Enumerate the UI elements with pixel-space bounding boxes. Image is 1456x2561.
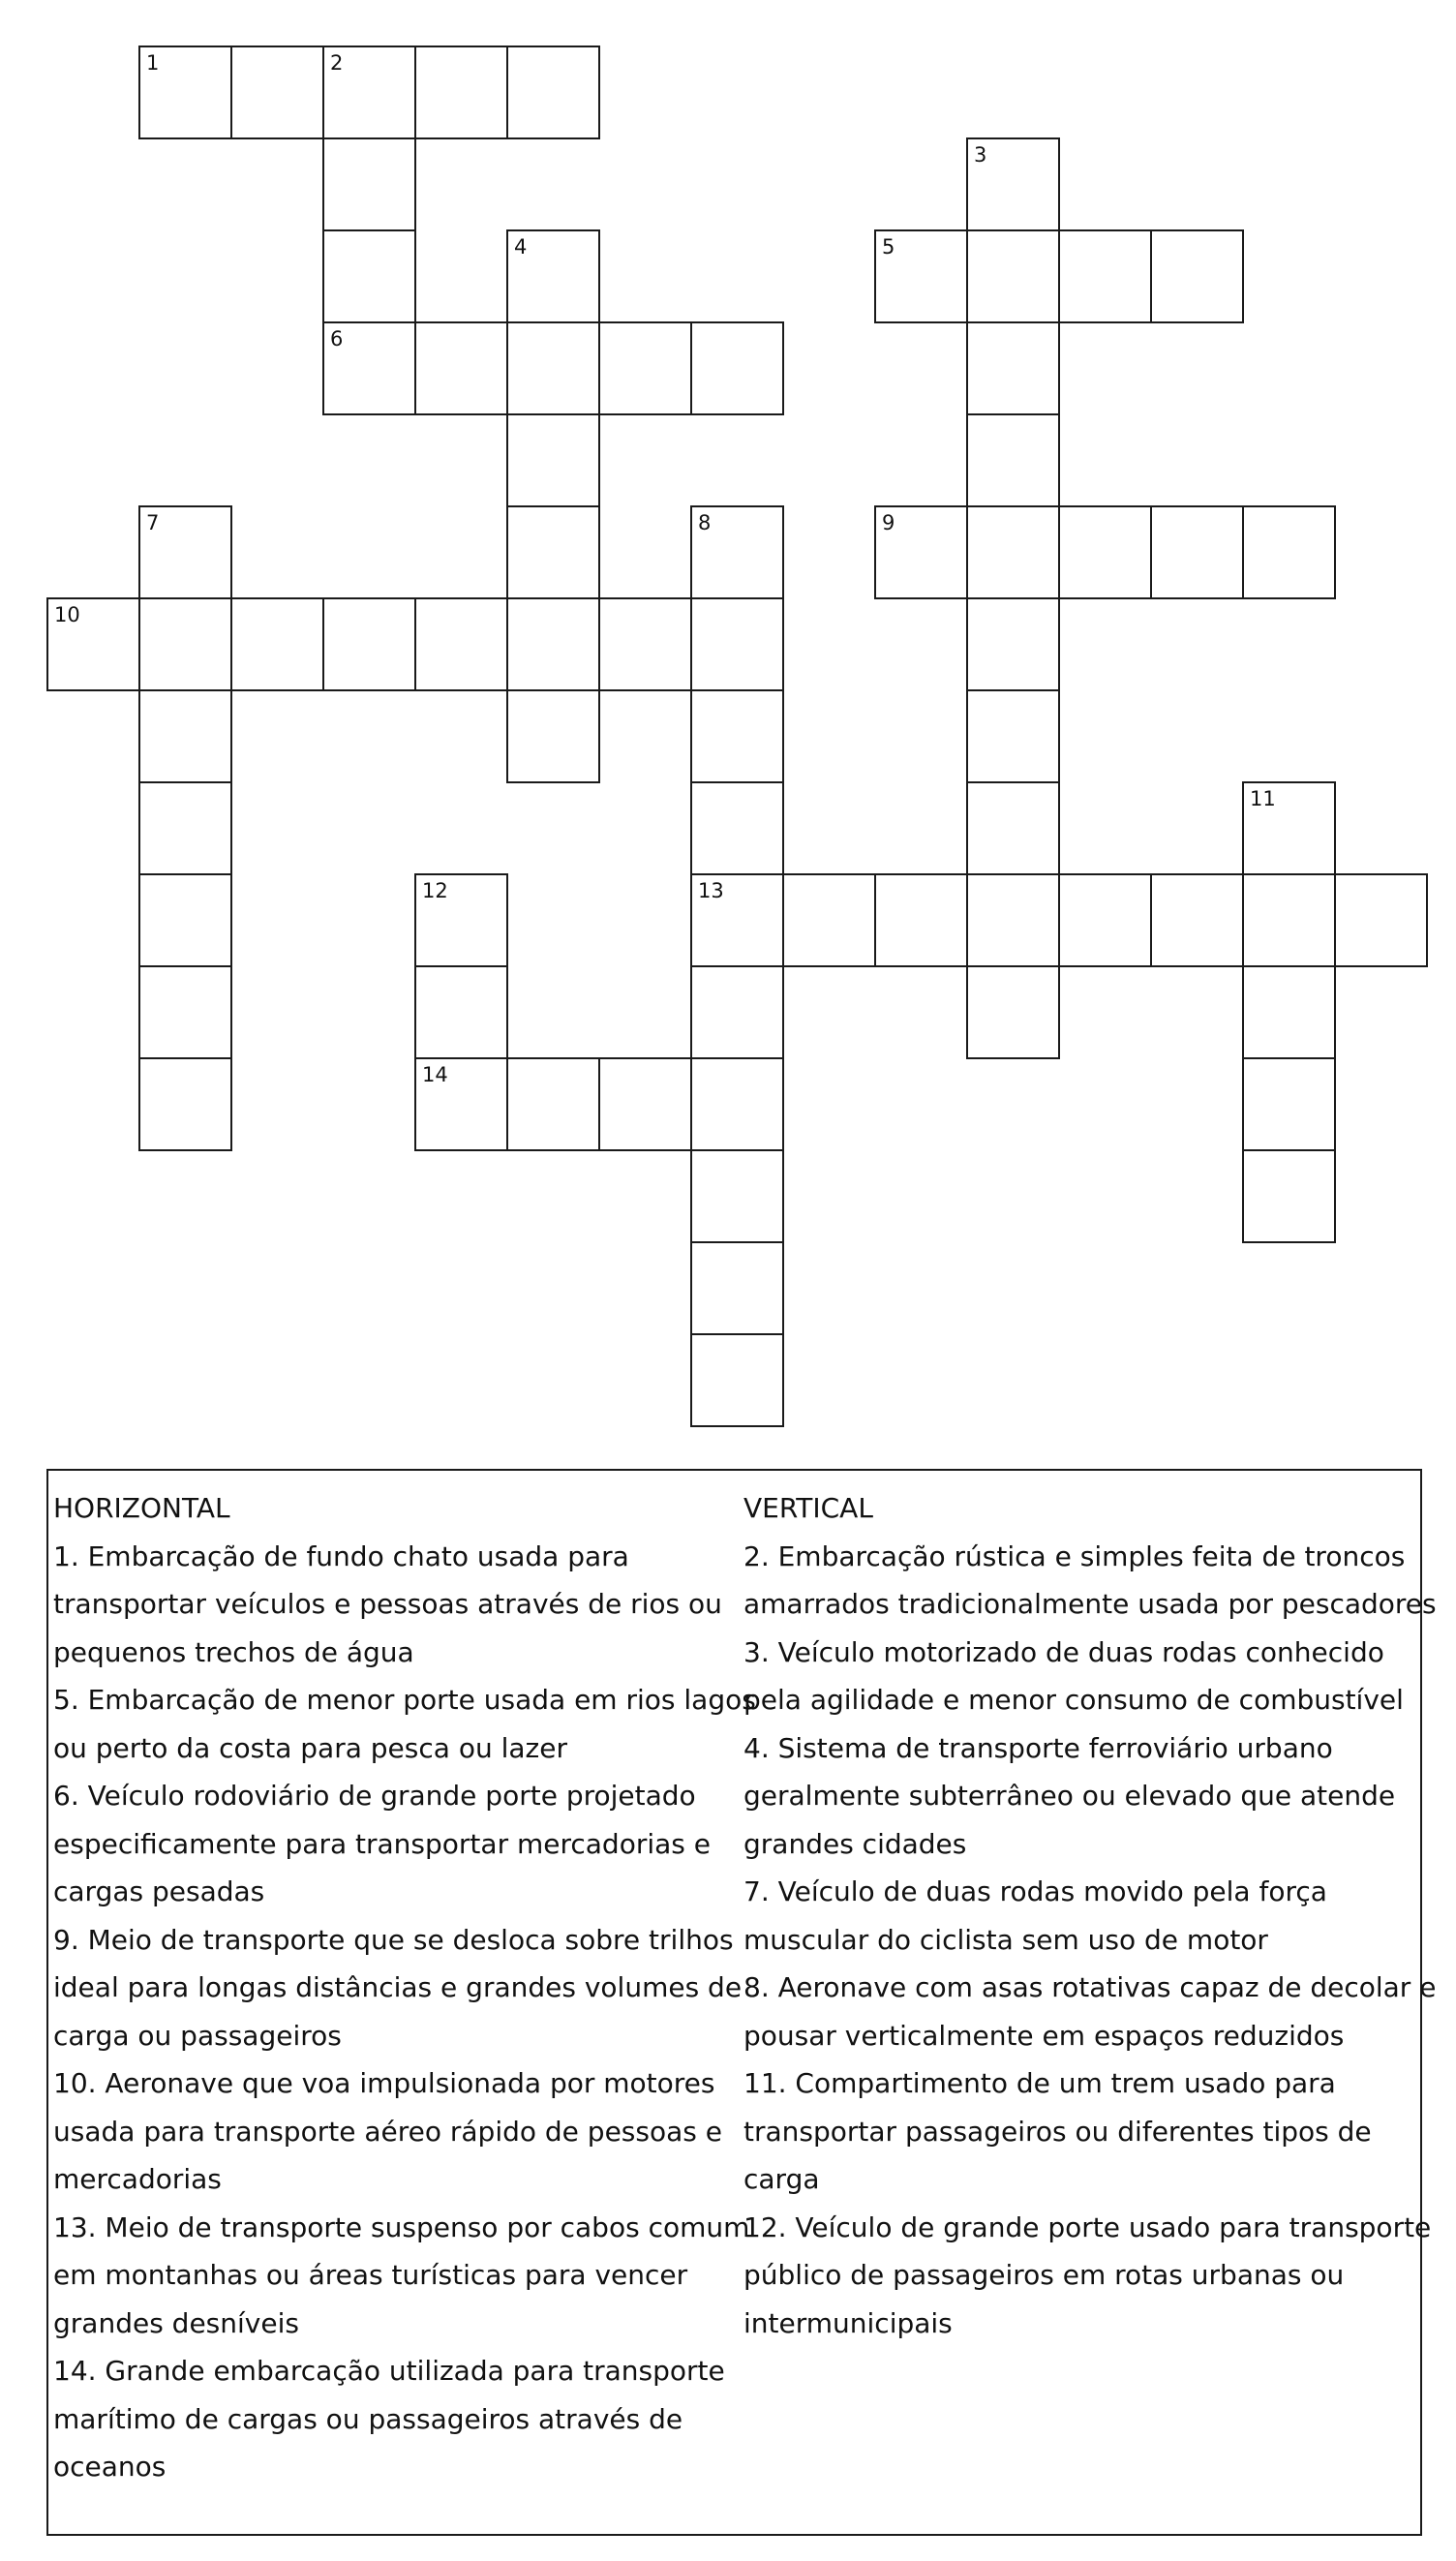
horizontal-clues: [53, 1484, 756, 2491]
horizontal-clue-line: usada para transporte aéreo rápido de pessoas e: [53, 2115, 722, 2148]
grid-cell[interactable]: [874, 873, 968, 967]
grid-cell[interactable]: [690, 1333, 784, 1427]
vertical-clue-line: geralmente subterrâneo ou elevado que atende: [743, 1780, 1396, 1812]
clue-number: 4: [514, 235, 528, 259]
horizontal-clue-line: 10. Aeronave que voa impulsionada por motores: [53, 2067, 715, 2099]
grid-cell[interactable]: [230, 46, 324, 139]
grid-cell[interactable]: [322, 46, 416, 139]
vertical-clue-line: intermunicipais: [743, 2306, 953, 2339]
horizontal-clue-line: 5. Embarcação de menor porte usada em rios lagos: [53, 1684, 756, 1716]
grid-cell[interactable]: [506, 46, 600, 139]
vertical-clue-line: carga: [743, 2163, 820, 2195]
grid-cell[interactable]: [414, 873, 508, 967]
horizontal-clue-line: 6. Veículo rodoviário de grande porte projetado: [53, 1780, 696, 1812]
vertical-clue-line: 4. Sistema de transporte ferroviário urbano: [743, 1731, 1333, 1764]
vertical-clue-line: 7. Veículo de duas rodas movido pela força: [743, 1875, 1327, 1907]
grid-cell[interactable]: [506, 505, 600, 599]
grid-cell[interactable]: [1150, 505, 1244, 599]
clue-number: 14: [422, 1063, 448, 1086]
vertical-clue-line: 12. Veículo de grande porte usado para transporte: [743, 2210, 1432, 2243]
grid-cell[interactable]: [414, 1057, 508, 1151]
grid-cell[interactable]: [414, 597, 508, 691]
grid-cell[interactable]: [1242, 965, 1336, 1059]
grid-cell[interactable]: [966, 505, 1060, 599]
grid-cell[interactable]: [1334, 873, 1428, 967]
grid-cell[interactable]: [690, 1057, 784, 1151]
horizontal-clue-line: transportar veículos e pessoas através de rios ou: [53, 1588, 722, 1620]
grid-cell[interactable]: [506, 1057, 600, 1151]
horizontal-clue-line: oceanos: [53, 2451, 167, 2483]
grid-cell[interactable]: [1242, 1149, 1336, 1243]
clue-number: 2: [330, 51, 344, 75]
grid-cell[interactable]: [966, 321, 1060, 415]
vertical-clue-line: grandes cidades: [743, 1827, 967, 1860]
horizontal-clue-line: ideal para longas distâncias e grandes volumes de: [53, 1971, 743, 2003]
clue-number: 10: [54, 603, 80, 626]
grid-cell[interactable]: [1242, 873, 1336, 967]
grid-cell[interactable]: [1150, 873, 1244, 967]
grid-cell[interactable]: [138, 873, 232, 967]
grid-cell[interactable]: [138, 505, 232, 599]
grid-cell[interactable]: [690, 321, 784, 415]
horizontal-clue-line: 14. Grande embarcação utilizada para transporte: [53, 2355, 725, 2387]
horizontal-heading: HORIZONTAL: [53, 1492, 230, 1524]
grid-cell[interactable]: [322, 321, 416, 415]
grid-cell[interactable]: [46, 597, 140, 691]
clue-number: 11: [1250, 787, 1276, 810]
grid-cell[interactable]: [506, 689, 600, 783]
grid-cell[interactable]: [690, 873, 784, 967]
grid-cell[interactable]: [1058, 229, 1152, 323]
vertical-clue-line: pela agilidade e menor consumo de combustível: [743, 1684, 1404, 1716]
grid-cell[interactable]: [598, 1057, 692, 1151]
vertical-clue-line: público de passageiros em rotas urbanas ou: [743, 2259, 1345, 2291]
clue-number: 6: [330, 327, 344, 351]
grid-cell[interactable]: [1058, 873, 1152, 967]
horizontal-clue-line: carga ou passageiros: [53, 2019, 342, 2052]
grid-cell[interactable]: [138, 1057, 232, 1151]
vertical-clue-line: 3. Veículo motorizado de duas rodas conhecido: [743, 1635, 1384, 1668]
grid-cell[interactable]: [322, 137, 416, 231]
grid-cell[interactable]: [690, 689, 784, 783]
grid-cell[interactable]: [1242, 1057, 1336, 1151]
horizontal-clue-line: mercadorias: [53, 2163, 222, 2195]
grid-cell[interactable]: [966, 965, 1060, 1059]
vertical-clue-line: amarrados tradicionalmente usada por pescadores: [743, 1588, 1437, 1620]
grid-cell[interactable]: [966, 597, 1060, 691]
grid-cell[interactable]: [322, 229, 416, 323]
grid-cell[interactable]: [598, 321, 692, 415]
grid-cell[interactable]: [966, 781, 1060, 875]
grid-cell[interactable]: [690, 597, 784, 691]
grid-cell[interactable]: [506, 413, 600, 507]
grid-cell[interactable]: [966, 229, 1060, 323]
grid-cell[interactable]: [690, 781, 784, 875]
grid-cell[interactable]: [966, 873, 1060, 967]
grid-cell[interactable]: [874, 505, 968, 599]
grid-cell[interactable]: [138, 597, 232, 691]
grid-cell[interactable]: [414, 321, 508, 415]
grid-cell[interactable]: [598, 597, 692, 691]
grid-cell[interactable]: [230, 597, 324, 691]
grid-cell[interactable]: [690, 965, 784, 1059]
grid-cell[interactable]: [966, 689, 1060, 783]
vertical-clue-line: transportar passageiros ou diferentes tipos de: [743, 2115, 1372, 2148]
clue-number: 9: [882, 511, 895, 534]
clue-number: 7: [146, 511, 160, 534]
grid-cell[interactable]: [690, 505, 784, 599]
horizontal-clue-line: 13. Meio de transporte suspenso por cabos comum: [53, 2210, 750, 2243]
grid-cell[interactable]: [690, 1149, 784, 1243]
grid-cell[interactable]: [138, 46, 232, 139]
grid-cell[interactable]: [322, 597, 416, 691]
vertical-heading: VERTICAL: [743, 1492, 873, 1524]
clue-number: 1: [146, 51, 160, 75]
grid-cell[interactable]: [414, 965, 508, 1059]
clues-box: [46, 1469, 1437, 2536]
vertical-clue-line: 2. Embarcação rústica e simples feita de troncos: [743, 1540, 1406, 1572]
vertical-clue-line: 11. Compartimento de um trem usado para: [743, 2067, 1336, 2099]
horizontal-clue-line: 9. Meio de transporte que se desloca sobre trilhos: [53, 1923, 734, 1956]
grid-cell[interactable]: [1242, 781, 1336, 875]
grid-cell[interactable]: [138, 965, 232, 1059]
clue-number: 8: [698, 511, 712, 534]
vertical-clue-line: 8. Aeronave com asas rotativas capaz de decolar e: [743, 1971, 1437, 2003]
horizontal-clue-line: 1. Embarcação de fundo chato usada para: [53, 1540, 629, 1572]
grid-cell[interactable]: [874, 229, 968, 323]
horizontal-clue-line: marítimo de cargas ou passageiros através de: [53, 2402, 683, 2435]
grid-cell[interactable]: [1150, 229, 1244, 323]
grid-cell[interactable]: [138, 689, 232, 783]
grid-cell[interactable]: [506, 321, 600, 415]
grid-cell[interactable]: [782, 873, 876, 967]
horizontal-clue-line: pequenos trechos de água: [53, 1635, 414, 1668]
grid-cell[interactable]: [966, 137, 1060, 231]
clue-number: 12: [422, 879, 448, 902]
grid-cell[interactable]: [138, 781, 232, 875]
vertical-clue-line: pousar verticalmente em espaços reduzidos: [743, 2019, 1345, 2052]
vertical-clues: [743, 1484, 1437, 2347]
grid-cell[interactable]: [1058, 505, 1152, 599]
clue-number: 5: [882, 235, 895, 259]
grid-cell[interactable]: [1242, 505, 1336, 599]
grid-cell[interactable]: [506, 597, 600, 691]
grid-cell[interactable]: [966, 413, 1060, 507]
grid-cell[interactable]: [414, 46, 508, 139]
clue-number: 3: [974, 143, 987, 167]
grid-cell[interactable]: [690, 1241, 784, 1335]
horizontal-clue-line: grandes desníveis: [53, 2306, 299, 2339]
clue-number: 13: [698, 879, 724, 902]
vertical-clue-line: muscular do ciclista sem uso de motor: [743, 1923, 1268, 1956]
horizontal-clue-line: especificamente para transportar mercadorias e: [53, 1827, 711, 1860]
grid-cell[interactable]: [506, 229, 600, 323]
horizontal-clue-line: cargas pesadas: [53, 1875, 265, 1907]
horizontal-clue-line: em montanhas ou áreas turísticas para vencer: [53, 2259, 688, 2291]
horizontal-clue-line: ou perto da costa para pesca ou lazer: [53, 1731, 567, 1764]
